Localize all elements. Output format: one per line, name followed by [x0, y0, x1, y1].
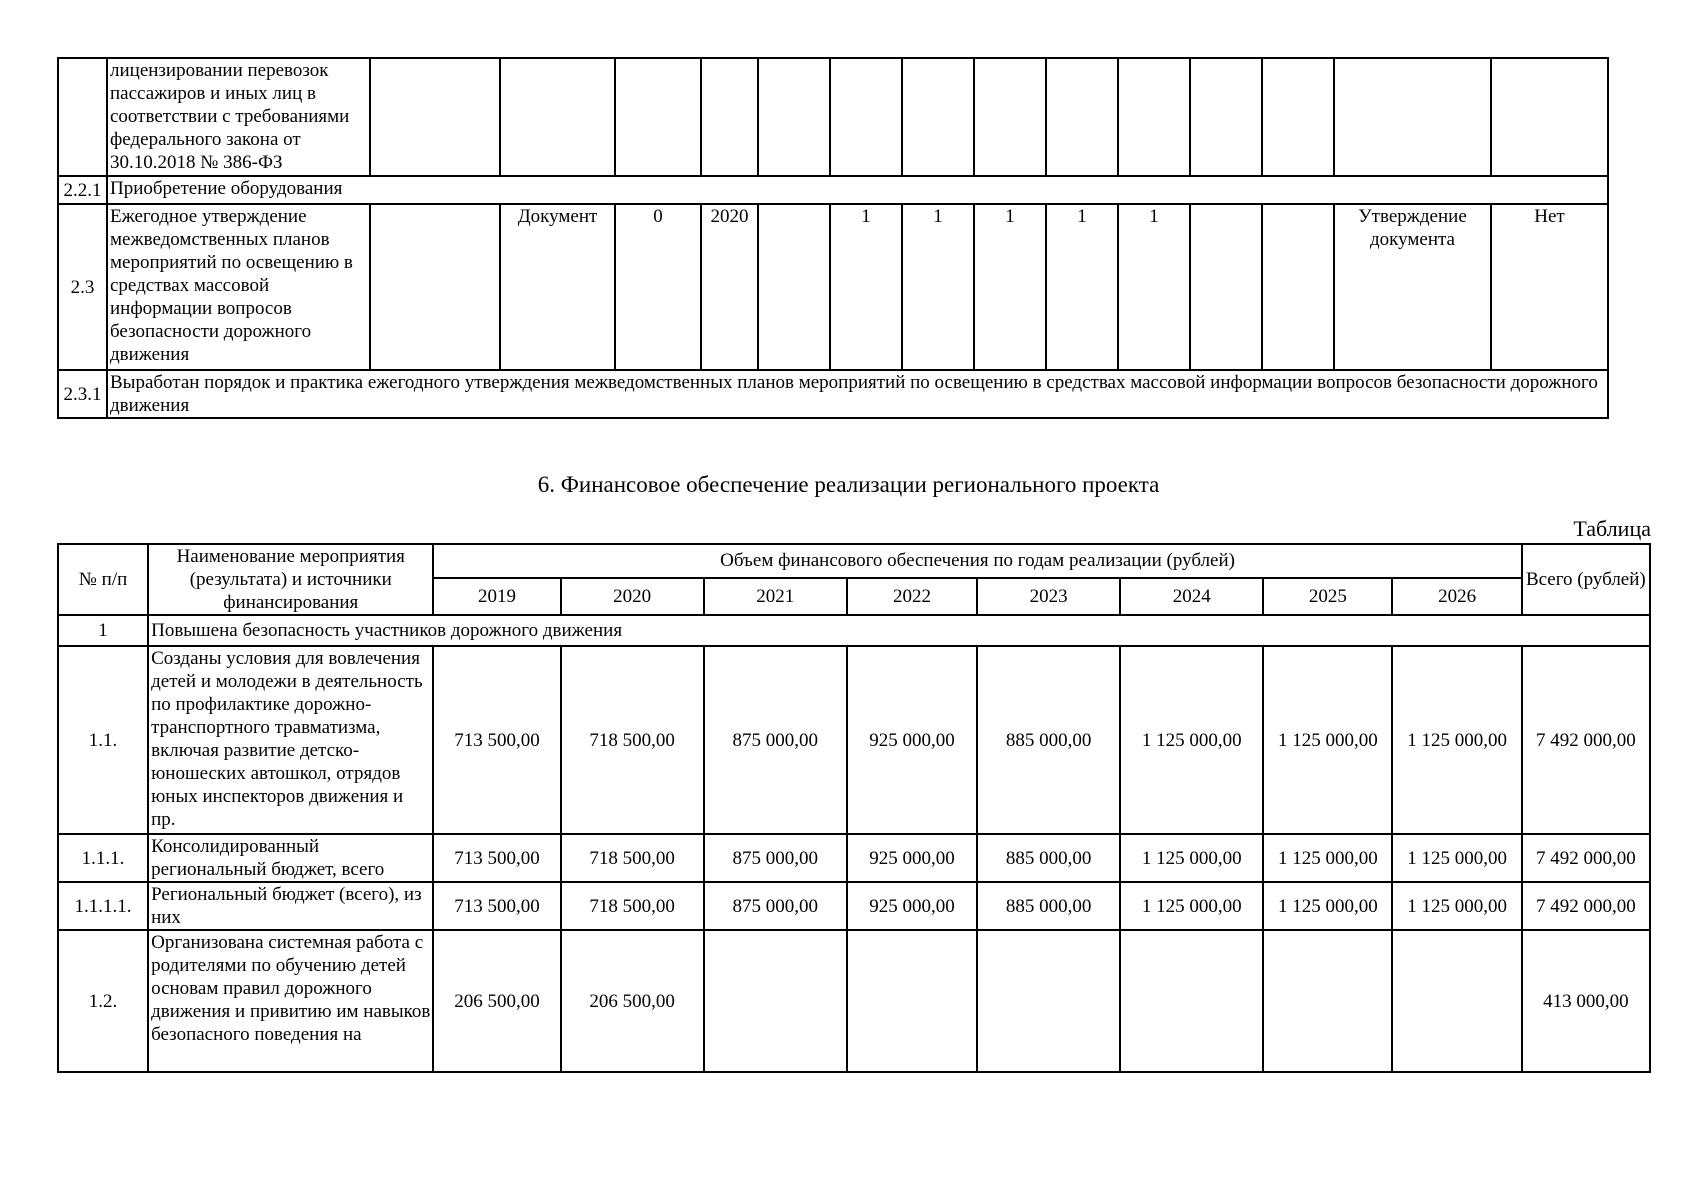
total-cell: 7 492 000,00 — [1522, 882, 1650, 930]
value-cell: 925 000,00 — [847, 646, 977, 834]
value-cell: 206 500,00 — [561, 930, 704, 1072]
value-cell: 885 000,00 — [977, 646, 1120, 834]
cell — [902, 58, 974, 176]
value-cell: 1 125 000,00 — [1392, 646, 1521, 834]
year-header: 2023 — [977, 578, 1120, 615]
row-number: 2.3 — [58, 204, 107, 370]
row-full-text: Приобретение оборудования — [107, 176, 1608, 204]
value-cell: 1 125 000,00 — [1120, 646, 1263, 834]
value-cell: 1 125 000,00 — [1392, 834, 1521, 882]
table-row — [58, 882, 1650, 930]
value-cell — [847, 930, 977, 1072]
value-cell: 713 500,00 — [433, 834, 560, 882]
year-header: 2021 — [704, 578, 847, 615]
cell — [1046, 58, 1118, 176]
value-cell: 925 000,00 — [847, 834, 977, 882]
header-num: № п/п — [58, 544, 148, 615]
value-cell: 1 125 000,00 — [1120, 882, 1263, 930]
cell: 1 — [830, 204, 902, 370]
value-cell: 718 500,00 — [561, 646, 704, 834]
cell — [370, 58, 500, 176]
cell: 0 — [615, 204, 701, 370]
cell — [1491, 58, 1608, 176]
value-cell — [704, 930, 847, 1072]
value-cell: 206 500,00 — [433, 930, 560, 1072]
section-title: 6. Финансовое обеспечение реализации регионального проекта — [537, 472, 1160, 497]
value-cell: 1 125 000,00 — [1263, 646, 1392, 834]
row-number: 1.2. — [58, 930, 148, 1072]
row-name: лицензировании перевозок пассажиров и иных лиц в соответствии с требованиями федерального закона от 30.10.2018 № 386-ФЗ — [107, 58, 370, 176]
cell — [1334, 58, 1491, 176]
table-row — [58, 370, 1608, 418]
table-row — [58, 615, 1650, 646]
cell — [1190, 204, 1262, 370]
table-row — [58, 204, 1608, 370]
value-cell: 718 500,00 — [561, 882, 704, 930]
value-cell: 885 000,00 — [977, 882, 1120, 930]
cell: Нет — [1491, 204, 1608, 370]
cell: 2020 — [701, 204, 758, 370]
value-cell — [1392, 930, 1521, 1072]
cell — [370, 204, 500, 370]
value-cell: 713 500,00 — [433, 882, 560, 930]
total-cell: 7 492 000,00 — [1522, 646, 1650, 834]
total-cell: 7 492 000,00 — [1522, 834, 1650, 882]
table-label: Таблица — [1573, 516, 1651, 541]
table-row — [58, 930, 1650, 1072]
header-volume: Объем финансового обеспечения по годам реализации (рублей) — [433, 544, 1521, 578]
value-cell: 885 000,00 — [977, 834, 1120, 882]
year-header: 2020 — [561, 578, 704, 615]
year-header: 2024 — [1120, 578, 1263, 615]
year-header: 2022 — [847, 578, 977, 615]
cell: Утверждение документа — [1334, 204, 1491, 370]
row-name: Региональный бюджет (всего), из них — [148, 882, 433, 930]
value-cell — [977, 930, 1120, 1072]
value-cell: 1 125 000,00 — [1120, 834, 1263, 882]
row-name: Ежегодное утверждение межведомственных планов мероприятий по освещению в средствах массовой информации вопросов безопасности дорожного движения — [107, 204, 370, 370]
value-cell: 875 000,00 — [704, 646, 847, 834]
cell — [1190, 58, 1262, 176]
cell — [1118, 58, 1190, 176]
value-cell: 875 000,00 — [704, 882, 847, 930]
upper-table — [57, 57, 1609, 419]
row-number: 1.1.1. — [58, 834, 148, 882]
row-name: Консолидированный региональный бюджет, всего — [148, 834, 433, 882]
table-row — [58, 834, 1650, 882]
value-cell — [1120, 930, 1263, 1072]
row-number: 1.1. — [58, 646, 148, 834]
cell: 1 — [902, 204, 974, 370]
value-cell: 1 125 000,00 — [1263, 882, 1392, 930]
cell: 1 — [1046, 204, 1118, 370]
table-row — [58, 176, 1608, 204]
table-row — [58, 58, 1608, 176]
row-full-text: Повышена безопасность участников дорожного движения — [148, 615, 1650, 646]
value-cell — [1263, 930, 1392, 1072]
finance-table — [57, 543, 1651, 1073]
cell: Документ — [500, 204, 615, 370]
cell — [500, 58, 615, 176]
row-name: Созданы условия для вовлечения детей и молодежи в деятельность по профилактике дорожно-транспортного травматизма, включая развитие детско-юношеских автошкол, отрядов юных инспекторов движения и пр. — [148, 646, 433, 834]
value-cell: 1 125 000,00 — [1263, 834, 1392, 882]
cell: 1 — [1118, 204, 1190, 370]
row-name: Организована системная работа с родителями по обучению детей основам правил дорожного движения и привитию им навыков безопасного поведения на — [148, 930, 433, 1072]
cell — [830, 58, 902, 176]
cell — [758, 58, 830, 176]
cell — [1262, 58, 1334, 176]
cell — [701, 58, 758, 176]
row-number: 1 — [58, 615, 148, 646]
header-total: Всего (рублей) — [1522, 544, 1650, 615]
value-cell: 713 500,00 — [433, 646, 560, 834]
row-full-text: Выработан порядок и практика ежегодного утверждения межведомственных планов мероприятий по освещению в средствах массовой информации вопросов безопасности дорожного движения — [107, 370, 1608, 418]
cell — [974, 58, 1046, 176]
row-number: 2.3.1 — [58, 370, 107, 418]
value-cell: 1 125 000,00 — [1392, 882, 1521, 930]
row-number — [58, 58, 107, 176]
cell: 1 — [974, 204, 1046, 370]
cell — [758, 204, 830, 370]
value-cell: 925 000,00 — [847, 882, 977, 930]
year-header: 2025 — [1263, 578, 1392, 615]
table-row — [58, 646, 1650, 834]
row-number: 1.1.1.1. — [58, 882, 148, 930]
year-header: 2026 — [1392, 578, 1521, 615]
header-name: Наименование мероприятия (результата) и источники финансирования — [148, 544, 433, 615]
cell — [615, 58, 701, 176]
row-number: 2.2.1 — [58, 176, 107, 204]
header-row — [58, 544, 1650, 578]
value-cell: 718 500,00 — [561, 834, 704, 882]
total-cell: 413 000,00 — [1522, 930, 1650, 1072]
year-header: 2019 — [433, 578, 560, 615]
value-cell: 875 000,00 — [704, 834, 847, 882]
cell — [1262, 204, 1334, 370]
